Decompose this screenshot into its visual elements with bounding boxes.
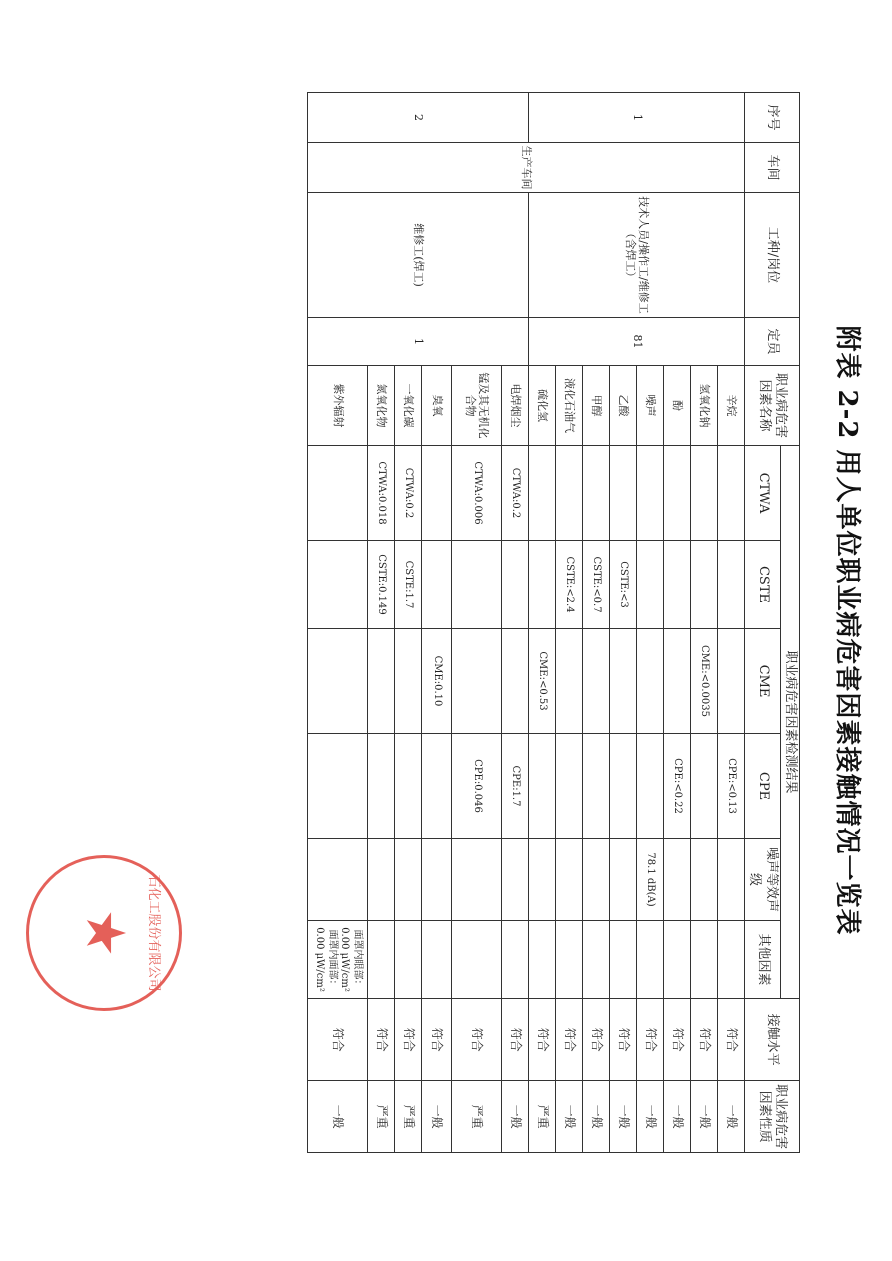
factor-name: 一氧化碳 — [395, 366, 422, 446]
group2-job: 维修工(焊工) — [308, 193, 529, 318]
exposure-level: 符合 — [529, 999, 556, 1081]
hazard-nature: 一般 — [610, 1081, 637, 1153]
ctwa-value — [637, 446, 664, 541]
ctwa-value: CTWA:0.018 — [368, 446, 395, 541]
ctwa-value — [556, 446, 583, 541]
header-row-1 — [780, 93, 799, 1153]
exposure-level: 符合 — [395, 999, 422, 1081]
hazard-nature: 一般 — [637, 1081, 664, 1153]
other-value — [556, 921, 583, 999]
ctwa-value — [718, 446, 745, 541]
cste-value — [308, 541, 368, 629]
hazard-nature: 严重 — [452, 1081, 502, 1153]
exposure-level: 符合 — [452, 999, 502, 1081]
other-value — [583, 921, 610, 999]
factor-name: 锰及其无机化合物 — [452, 366, 502, 446]
exposure-level: 符合 — [610, 999, 637, 1081]
ctwa-value — [664, 446, 691, 541]
seal-star-icon: ★ — [74, 908, 137, 958]
ctwa-value: CTWA:0.006 — [452, 446, 502, 541]
group2-no: 2 — [308, 93, 529, 143]
cste-value — [664, 541, 691, 629]
factor-name: 酚 — [664, 366, 691, 446]
header-nature: 职业病危害因素性质 — [745, 1081, 800, 1153]
other-value — [529, 921, 556, 999]
noise-value — [502, 839, 529, 921]
noise-value — [422, 839, 452, 921]
cme-value: CME:0.10 — [422, 629, 452, 734]
hazard-nature: 一般 — [502, 1081, 529, 1153]
noise-value — [452, 839, 502, 921]
other-value — [422, 921, 452, 999]
exposure-level: 符合 — [368, 999, 395, 1081]
ctwa-value: CTWA:0.2 — [502, 446, 529, 541]
header-cste: CSTE — [745, 541, 781, 629]
hazard-nature: 一般 — [556, 1081, 583, 1153]
noise-value — [691, 839, 718, 921]
hazard-nature: 一般 — [691, 1081, 718, 1153]
page-title: 附表 2-2 用人单位职业病危害因素接触情况一览表 — [832, 325, 862, 936]
cste-value: CSTE:1.7 — [395, 541, 422, 629]
cme-value — [395, 629, 422, 734]
header-noise: 噪声等效声级 — [745, 839, 781, 921]
cste-value: CSTE:<3 — [610, 541, 637, 629]
group1-no: 1 — [529, 93, 745, 143]
header-results: 职业病危害因素检测结果 — [780, 446, 799, 999]
other-value — [610, 921, 637, 999]
header-staff: 定员 — [745, 318, 800, 366]
exposure-level: 符合 — [664, 999, 691, 1081]
ctwa-value — [529, 446, 556, 541]
ctwa-value — [583, 446, 610, 541]
table-row — [502, 93, 529, 1153]
header-no: 序号 — [745, 93, 800, 143]
cste-value — [529, 541, 556, 629]
header-factor: 职业病危害因素名称 — [745, 366, 800, 446]
other-value — [368, 921, 395, 999]
cpe-value — [556, 734, 583, 839]
factor-name: 电焊烟尘 — [502, 366, 529, 446]
ctwa-value — [308, 446, 368, 541]
noise-value — [583, 839, 610, 921]
cme-value: CME:<0.53 — [529, 629, 556, 734]
noise-value — [718, 839, 745, 921]
header-workshop: 车间 — [745, 143, 800, 193]
noise-value — [395, 839, 422, 921]
hazard-nature: 一般 — [422, 1081, 452, 1153]
factor-name: 臭氧 — [422, 366, 452, 446]
group1-staff: 81 — [529, 318, 745, 366]
ctwa-value — [610, 446, 637, 541]
factor-name: 辛烷 — [718, 366, 745, 446]
cpe-value: CPE:0.046 — [452, 734, 502, 839]
company-seal — [26, 855, 182, 1011]
hazard-nature: 一般 — [308, 1081, 368, 1153]
other-value: 面罩内眼部：0.00 μW/cm² 面罩内面部：0.00 μW/cm² — [308, 921, 368, 999]
other-value — [691, 921, 718, 999]
exposure-level: 符合 — [637, 999, 664, 1081]
cme-value — [718, 629, 745, 734]
cste-value: CSTE:<0.7 — [583, 541, 610, 629]
cste-value — [502, 541, 529, 629]
cpe-value: CPE:1.7 — [502, 734, 529, 839]
cpe-value — [529, 734, 556, 839]
seal-text: 石化工股份有限公司 — [146, 874, 161, 992]
cpe-value — [583, 734, 610, 839]
cpe-value — [368, 734, 395, 839]
cste-value — [422, 541, 452, 629]
cme-value — [583, 629, 610, 734]
other-value — [395, 921, 422, 999]
cpe-value — [422, 734, 452, 839]
cste-value — [691, 541, 718, 629]
other-value — [664, 921, 691, 999]
cste-value: CSTE:<2.4 — [556, 541, 583, 629]
group1-job: 技术人员/操作工/维修工（含焊工） — [529, 193, 745, 318]
cme-value — [308, 629, 368, 734]
noise-value — [610, 839, 637, 921]
exposure-level: 符合 — [556, 999, 583, 1081]
hazard-nature: 严重 — [529, 1081, 556, 1153]
other-value — [452, 921, 502, 999]
noise-value — [556, 839, 583, 921]
hazard-nature: 严重 — [395, 1081, 422, 1153]
cste-value: CSTE:0.149 — [368, 541, 395, 629]
other-value — [637, 921, 664, 999]
header-cpe: CPE — [745, 734, 781, 839]
exposure-level: 符合 — [583, 999, 610, 1081]
noise-value — [664, 839, 691, 921]
noise-value: 78.1 dB(A) — [637, 839, 664, 921]
cme-value — [452, 629, 502, 734]
noise-value — [368, 839, 395, 921]
table-body — [308, 93, 745, 1153]
exposure-level: 符合 — [718, 999, 745, 1081]
cme-value: CME:<0.0035 — [691, 629, 718, 734]
cpe-value — [308, 734, 368, 839]
hazard-nature: 一般 — [718, 1081, 745, 1153]
exposure-level: 符合 — [502, 999, 529, 1081]
noise-value — [308, 839, 368, 921]
factor-name: 噪声 — [637, 366, 664, 446]
header-ctwa: CTWA — [745, 446, 781, 541]
cpe-value: CPE:<0.13 — [718, 734, 745, 839]
exposure-level: 符合 — [691, 999, 718, 1081]
noise-value — [529, 839, 556, 921]
cste-value — [718, 541, 745, 629]
cpe-value — [691, 734, 718, 839]
cme-value — [502, 629, 529, 734]
cme-value — [368, 629, 395, 734]
cste-value — [452, 541, 502, 629]
header-level: 接触水平 — [745, 999, 800, 1081]
header-other: 其他因素 — [745, 921, 781, 999]
other-value — [718, 921, 745, 999]
cpe-value: CPE:<0.22 — [664, 734, 691, 839]
exposure-level: 符合 — [308, 999, 368, 1081]
factor-name: 乙酸 — [610, 366, 637, 446]
factor-name: 硫化氢 — [529, 366, 556, 446]
ctwa-value — [691, 446, 718, 541]
cme-value — [610, 629, 637, 734]
factor-name: 紫外辐射 — [308, 366, 368, 446]
group2-staff: 1 — [308, 318, 529, 366]
exposure-table — [307, 92, 800, 1153]
exposure-level: 符合 — [422, 999, 452, 1081]
factor-name: 氢氧化钠 — [691, 366, 718, 446]
cpe-value — [610, 734, 637, 839]
cme-value — [556, 629, 583, 734]
table-row — [718, 93, 745, 1153]
factor-name: 甲醇 — [583, 366, 610, 446]
header-cme: CME — [745, 629, 781, 734]
group-workshop: 生产车间 — [308, 143, 745, 193]
cpe-value — [637, 734, 664, 839]
cpe-value — [395, 734, 422, 839]
cme-value — [664, 629, 691, 734]
header-job: 工种/岗位 — [745, 193, 800, 318]
hazard-nature: 严重 — [368, 1081, 395, 1153]
factor-name: 液化石油气 — [556, 366, 583, 446]
ctwa-value: CTWA:0.2 — [395, 446, 422, 541]
factor-name: 氮氧化物 — [368, 366, 395, 446]
cste-value — [637, 541, 664, 629]
cme-value — [637, 629, 664, 734]
hazard-nature: 一般 — [664, 1081, 691, 1153]
other-value — [502, 921, 529, 999]
ctwa-value — [422, 446, 452, 541]
hazard-nature: 一般 — [583, 1081, 610, 1153]
